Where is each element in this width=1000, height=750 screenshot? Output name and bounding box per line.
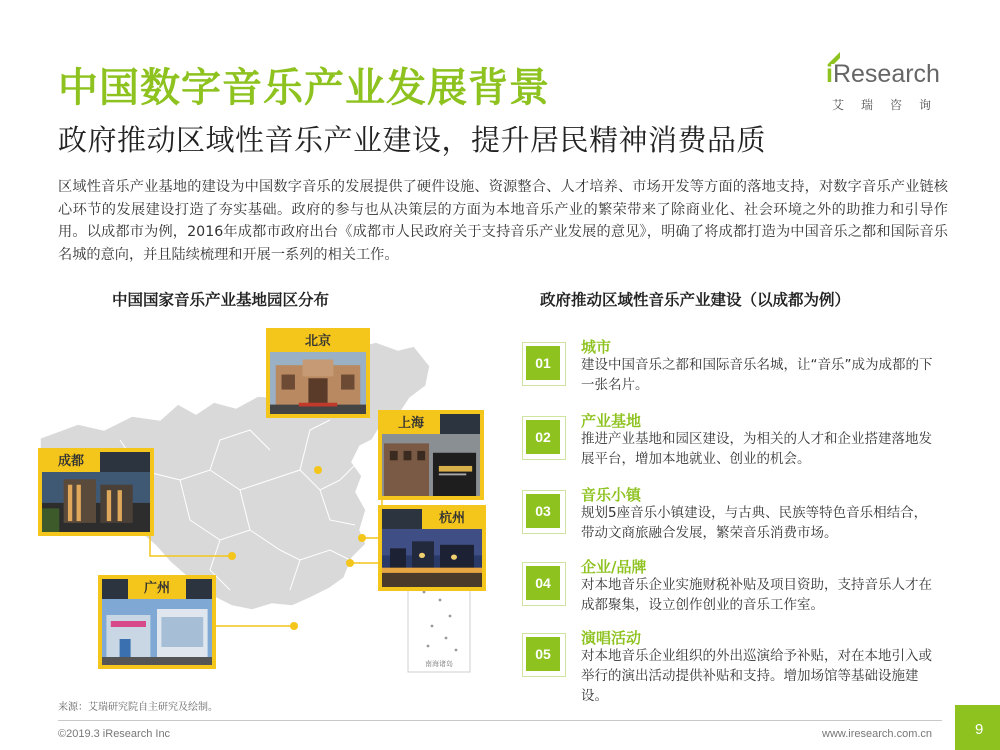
beijing-photo-card bbox=[266, 328, 370, 418]
list-item bbox=[526, 556, 956, 626]
hangzhou-marker bbox=[346, 559, 354, 567]
shanghai-label: 上海 bbox=[382, 414, 440, 434]
guangzhou-marker bbox=[290, 622, 298, 630]
item-title: 演唱活动 bbox=[581, 629, 642, 647]
list-item bbox=[526, 410, 956, 480]
logo-wordmark bbox=[826, 60, 940, 89]
item-number-badge: 01 bbox=[526, 346, 560, 380]
copyright: ©2019.3 iResearch Inc bbox=[58, 728, 171, 740]
page-subtitle: 政府推动区域性音乐产业建设，提升居民精神消费品质 bbox=[58, 123, 767, 157]
page-number-badge bbox=[955, 705, 1000, 750]
list-item bbox=[526, 627, 956, 704]
iresearch-logo bbox=[826, 50, 952, 114]
item-description: 规划5座音乐小镇建设，与古典、民族等特色音乐相结合，带动文商旅融合发展，繁荣音乐消费市场。 bbox=[581, 505, 928, 541]
south-china-sea-inset bbox=[408, 578, 470, 672]
guangzhou-label: 广州 bbox=[128, 579, 186, 599]
page-number: 9 bbox=[975, 721, 984, 738]
logo-prefix: i bbox=[826, 60, 833, 88]
logo-brand: Research bbox=[832, 60, 940, 88]
list-section-heading: 政府推动区域性音乐产业建设（以成都为例） bbox=[540, 291, 851, 309]
item-title: 音乐小镇 bbox=[581, 486, 642, 504]
beijing-label: 北京 bbox=[270, 332, 366, 352]
hangzhou-label: 杭州 bbox=[422, 509, 482, 529]
chengdu-label: 成都 bbox=[42, 452, 100, 472]
chengdu-marker bbox=[228, 552, 236, 560]
source-note: 来源：艾瑞研究院自主研究及绘制。 bbox=[58, 702, 218, 713]
item-number-badge: 02 bbox=[526, 420, 560, 454]
shanghai-photo bbox=[382, 434, 480, 496]
item-title: 产业基地 bbox=[581, 412, 642, 430]
list-item bbox=[526, 484, 956, 554]
page-title: 中国数字音乐产业发展背景 bbox=[58, 65, 550, 111]
chengdu-photo bbox=[42, 472, 150, 532]
website-link[interactable]: www.iresearch.com.cn bbox=[822, 728, 933, 740]
south-sea-label: 南海诸岛 bbox=[425, 660, 453, 668]
item-number-badge: 05 bbox=[526, 637, 560, 671]
item-title: 城市 bbox=[581, 338, 612, 356]
item-description: 对本地音乐企业组织的外出巡演给予补贴，对在本地引入或举行的演出活动提供补贴和支持。增加场馆等基础设施建设。 bbox=[581, 648, 932, 704]
list-item bbox=[526, 336, 956, 406]
shanghai-marker bbox=[358, 534, 366, 542]
hangzhou-photo bbox=[382, 529, 482, 587]
beijing-photo bbox=[270, 352, 366, 414]
footer-divider bbox=[58, 720, 942, 721]
item-description: 对本地音乐企业实施财税补贴及项目资助，支持音乐人才在成都聚集，设立创作创业的音乐工作室。 bbox=[581, 577, 932, 613]
intro-paragraph: 区域性音乐产业基地的建设为中国数字音乐的发展提供了硬件设施、资源整合、人才培养、市场开发等方面的落地支持，对数字音乐产业链核心环节的发展建设打造了夯实基础。政府的参与也从决策层的方面为本地音乐产业的繁荣带来了除商业化、社会环境之外的助推力和引导作用。以成都市为例，2016年成都市政府出台《成都市人民政府关于支持音乐产业发展的意见》，明确了将成都打造为中国音乐之都和国际音乐名城的意向，并且陆续梳理和开展一系列的相关工作。 bbox=[58, 179, 948, 263]
item-number-badge: 04 bbox=[526, 566, 560, 600]
item-title: 企业/品牌 bbox=[581, 558, 647, 576]
beijing-marker bbox=[314, 466, 322, 474]
guangzhou-photo-card bbox=[98, 575, 216, 669]
shanghai-photo-card bbox=[378, 410, 484, 500]
map-section-heading: 中国国家音乐产业基地园区分布 bbox=[112, 291, 330, 309]
item-description: 建设中国音乐之都和国际音乐名城，让“音乐”成为成都的下一张名片。 bbox=[581, 357, 933, 393]
item-description: 推进产业基地和园区建设，为相关的人才和企业搭建落地发展平台，增加本地就业、创业的机会。 bbox=[581, 431, 932, 467]
chengdu-photo-card bbox=[38, 448, 154, 536]
item-number-badge: 03 bbox=[526, 494, 560, 528]
logo-chinese: 艾瑞咨询 bbox=[832, 98, 949, 112]
guangzhou-photo bbox=[102, 599, 212, 665]
hangzhou-photo-card bbox=[378, 505, 486, 591]
